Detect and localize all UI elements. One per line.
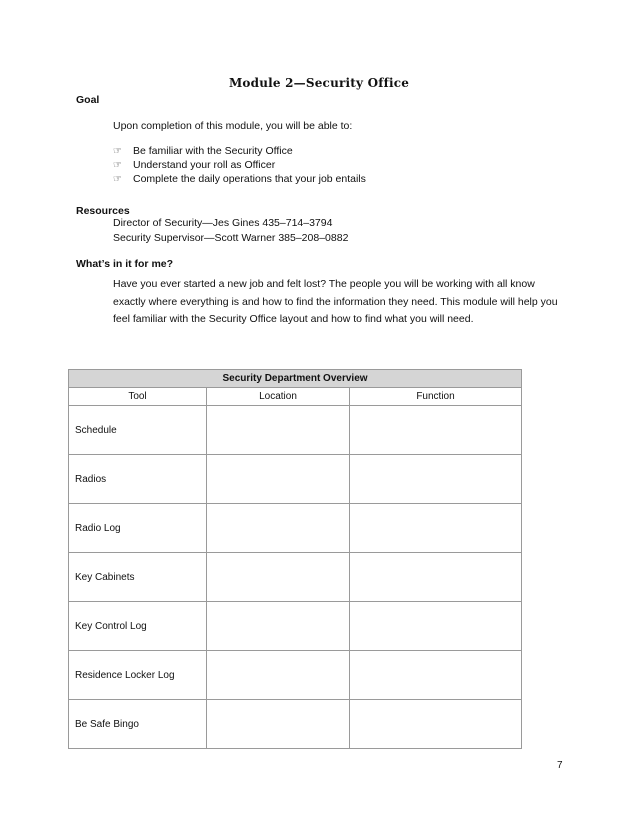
list-item — [113, 144, 366, 158]
table-row — [69, 700, 522, 749]
resource-supervisor: Security Supervisor—Scott Warner 385–208–0882 — [113, 232, 349, 244]
whats-in-it-heading: What’s in it for me? — [76, 258, 174, 270]
function-cell — [350, 553, 522, 602]
bullet-text: Complete the daily operations that your job entails — [133, 173, 366, 185]
function-cell — [350, 602, 522, 651]
pointing-hand-icon: ☞ — [113, 173, 122, 185]
column-header-tool: Tool — [69, 388, 207, 406]
table-row — [69, 602, 522, 651]
location-cell — [207, 651, 350, 700]
pointing-hand-icon: ☞ — [113, 159, 122, 171]
goal-bullet-list — [113, 144, 366, 186]
goal-intro: Upon completion of this module, you will be able to: — [113, 120, 353, 132]
page-number: 7 — [557, 760, 563, 771]
tool-cell: Key Control Log — [69, 602, 207, 651]
table-row — [69, 553, 522, 602]
column-header-function: Function — [350, 388, 522, 406]
location-cell — [207, 455, 350, 504]
column-header-location: Location — [207, 388, 350, 406]
tool-cell: Key Cabinets — [69, 553, 207, 602]
whats-in-it-paragraph: Have you ever started a new job and felt lost? The people you will be working with all know exactly where everything is and how to find the information they need. This module will help you feel familiar with the Security Office layout and how to find what you will need. — [113, 278, 558, 325]
location-cell — [207, 602, 350, 651]
function-cell — [350, 700, 522, 749]
table-row — [69, 651, 522, 700]
table-row — [69, 406, 522, 455]
resources-heading: Resources — [76, 205, 130, 217]
table-row — [69, 455, 522, 504]
pointing-hand-icon: ☞ — [113, 145, 122, 157]
location-cell — [207, 553, 350, 602]
bullet-text: Be familiar with the Security Office — [133, 145, 293, 157]
table-row — [69, 504, 522, 553]
tool-cell: Radio Log — [69, 504, 207, 553]
list-item — [113, 172, 366, 186]
location-cell — [207, 700, 350, 749]
location-cell — [207, 406, 350, 455]
location-cell — [207, 504, 350, 553]
function-cell — [350, 455, 522, 504]
tool-cell: Be Safe Bingo — [69, 700, 207, 749]
goal-heading: Goal — [76, 94, 100, 106]
tool-cell: Radios — [69, 455, 207, 504]
security-overview-table — [68, 369, 522, 749]
tool-cell: Schedule — [69, 406, 207, 455]
page-title: Module 2—Security Office — [228, 76, 410, 90]
bullet-text: Understand your roll as Officer — [133, 159, 276, 171]
table-caption: Security Department Overview — [69, 370, 522, 388]
list-item — [113, 158, 366, 172]
function-cell — [350, 651, 522, 700]
tool-cell: Residence Locker Log — [69, 651, 207, 700]
function-cell — [350, 406, 522, 455]
resource-director: Director of Security—Jes Gines 435–714–3794 — [113, 217, 333, 229]
function-cell — [350, 504, 522, 553]
